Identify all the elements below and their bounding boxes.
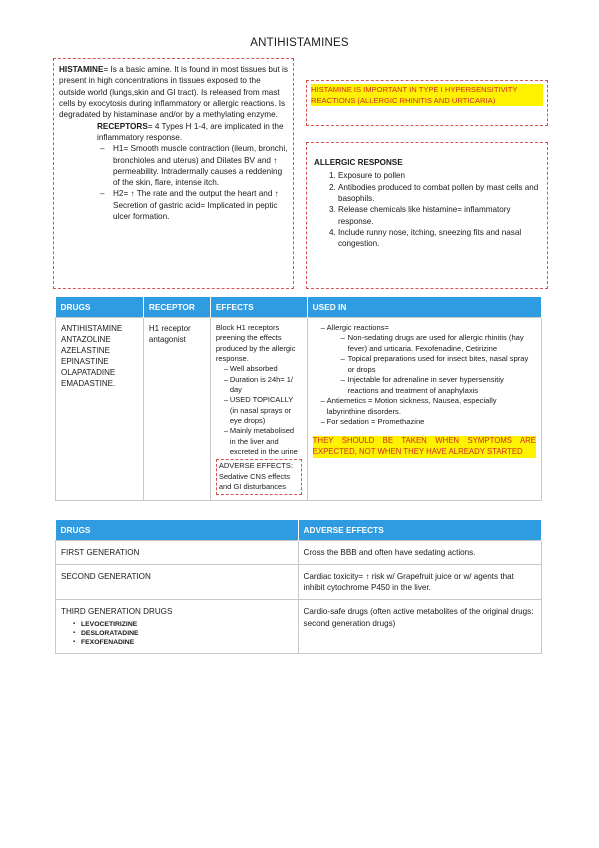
histamine-text: = Is a basic amine. It is found in most tissues but is present in high concentrations in tissues exposed to the outside world (lungs,skin and GI tract). Is released from mast cells by exocytosis during inflammatory or allergic reactions. Is degradated by histaminase and/or by a methylating enzyme.: [59, 65, 288, 120]
third-gen-drug: ▪ LEVOCETIRIZINE: [73, 620, 293, 629]
allergic-step: 4. Include runny nose, itching, sneezing fits and nasal congestion.: [338, 227, 541, 250]
receptor-item-h1: – H1= Smooth muscle contraction (ileum, bronchi, bronchioles and uterus) and Dilates BV and ↑ permeability. Intradermally causes a reddening of the skin, flare, intense itch.: [109, 143, 288, 188]
allergic-heading: ALLERGIC RESPONSE: [314, 158, 403, 167]
used-in-item: [321, 323, 536, 396]
drug-name: ANTAZOLINE: [61, 335, 111, 345]
effects-intro: Block H1 receptors preening the effects produced by the allergic response.: [215, 323, 296, 364]
receptors-section: [97, 121, 288, 223]
col-header-drugs: DRUGS: [56, 520, 299, 541]
timing-note: THEY SHOULD BE TAKEN WHEN SYMPTOMS ARE EXPECTED, NOT WHEN THEY HAVE ALREADY STARTED: [312, 435, 536, 456]
histamine-label: HISTAMINE: [59, 65, 104, 74]
adverse-effects-text: Sedative CNS effects and GI disturbances: [218, 471, 290, 492]
allergic-steps: [314, 170, 541, 249]
used-in-subitem: – Non-sedating drugs are used for allergic rhinitis (hay fever) and urticaria. Fexofenadine, Cetirizine: [341, 333, 536, 354]
col-header-effects: EFFECTS: [210, 297, 307, 318]
receptors-definition: [97, 121, 288, 144]
effects-list: [216, 364, 302, 457]
table-header-row: [56, 297, 542, 318]
adverse-effects-box: [216, 459, 302, 494]
used-in-subitem: – Injectable for adrenaline in sever hypersensitiy reactions and treatment of anaphylaxis: [341, 375, 536, 396]
third-generation-list: [61, 620, 293, 648]
generation-cell: SECOND GENERATION: [56, 565, 299, 600]
generation-label: THIRD GENERATION DRUGS: [61, 607, 173, 617]
adverse-effect-cell: Cardiac toxicity= ↑ risk w/ Grapefruit juice or w/ agents that inhibit cytochrome P450 in the liver.: [298, 565, 541, 600]
allergic-reactions-list: [327, 333, 536, 396]
table-row: [56, 565, 542, 600]
antihistamine-table: [55, 297, 542, 501]
allergic-response-box: [306, 142, 548, 289]
adverse-effect-cell: Cross the BBB and often have sedating actions.: [298, 541, 541, 565]
drug-name: EMADASTINE.: [61, 379, 116, 389]
third-gen-drug: ▪ FEXOFENADINE: [73, 638, 293, 647]
drug-name: ANTIHISTAMINE: [61, 324, 123, 333]
used-in-list: [313, 323, 536, 428]
allergic-step: 2. Antibodies produced to combat pollen by mast cells and basophils.: [338, 182, 541, 205]
table-row: [56, 318, 542, 501]
adverse-effect-cell: Cardio-safe drugs (often active metabolites of the original drugs: second generation drugs): [298, 600, 541, 654]
col-header-adverse-effects: ADVERSE EFFECTS: [298, 520, 541, 541]
histamine-box: [53, 58, 294, 289]
effect-item: – USED TOPICALLY (in nasal sprays or eye drops): [224, 395, 302, 426]
allergic-reactions-label: Allergic reactions=: [326, 323, 389, 332]
generation-cell: FIRST GENERATION: [56, 541, 299, 565]
allergic-step: 1. Exposure to pollen: [338, 170, 541, 181]
page-title: ANTIHISTAMINES: [250, 37, 349, 49]
used-in-item: – Antiemetics = Motion sickness, Nausea, especially labyrinthine disorders.: [321, 396, 536, 417]
effect-item: – Mainly metabolised in the liver and excreted in the urine: [224, 426, 302, 457]
allergic-step: 3. Release chemicals like histamine= inflammatory response.: [338, 204, 541, 227]
table-row: [56, 541, 542, 565]
drugs-cell: [56, 318, 144, 501]
receptors-text: = 4 Types H 1-4, are implicated in the inflammatory response.: [97, 121, 284, 142]
col-header-receptor: RECEPTOR: [143, 297, 210, 318]
col-header-used-in: USED IN: [307, 297, 541, 318]
generation-cell: [56, 600, 299, 654]
table-row: [56, 600, 542, 654]
table-header-row: [56, 520, 542, 541]
histamine-definition: [59, 64, 288, 121]
receptors-label: RECEPTORS: [97, 121, 148, 131]
effect-item: – Duration is 24h= 1/ day: [224, 375, 302, 396]
effect-item: – Well absorbed: [224, 364, 302, 374]
used-in-subitem: – Topical preparations used for insect bites, nasal spray or drops: [341, 354, 536, 375]
drug-name: EPINASTINE: [61, 357, 109, 367]
effects-cell: [210, 318, 307, 501]
drug-name: AZELASTINE: [61, 346, 110, 356]
receptor-list: [97, 143, 288, 222]
adverse-effects-label: ADVERSE EFFECTS:: [218, 461, 294, 471]
receptor-item-h2: – H2= ↑ The rate and the output the heart and ↑ Secretion of gastric acid= Implicated in peptic ulcer formation.: [109, 188, 288, 222]
used-in-cell: [307, 318, 541, 501]
col-header-drugs: DRUGS: [56, 297, 144, 318]
used-in-item: – For sedation = Promethazine: [321, 417, 536, 427]
hypersensitivity-highlight-box: [306, 80, 548, 126]
third-gen-drug: ▪ DESLORATADINE: [73, 629, 293, 638]
hypersensitivity-highlight: HISTAMINE IS IMPORTANT IN TYPE I HYPERSENSITIVITY REACTIONS (ALLERGIC RHINITIS AND URTICARIA): [311, 84, 543, 106]
receptor-cell: H1 receptor antagonist: [143, 318, 210, 501]
drug-name: OLAPATADINE: [61, 368, 116, 378]
generations-table: [55, 520, 542, 654]
